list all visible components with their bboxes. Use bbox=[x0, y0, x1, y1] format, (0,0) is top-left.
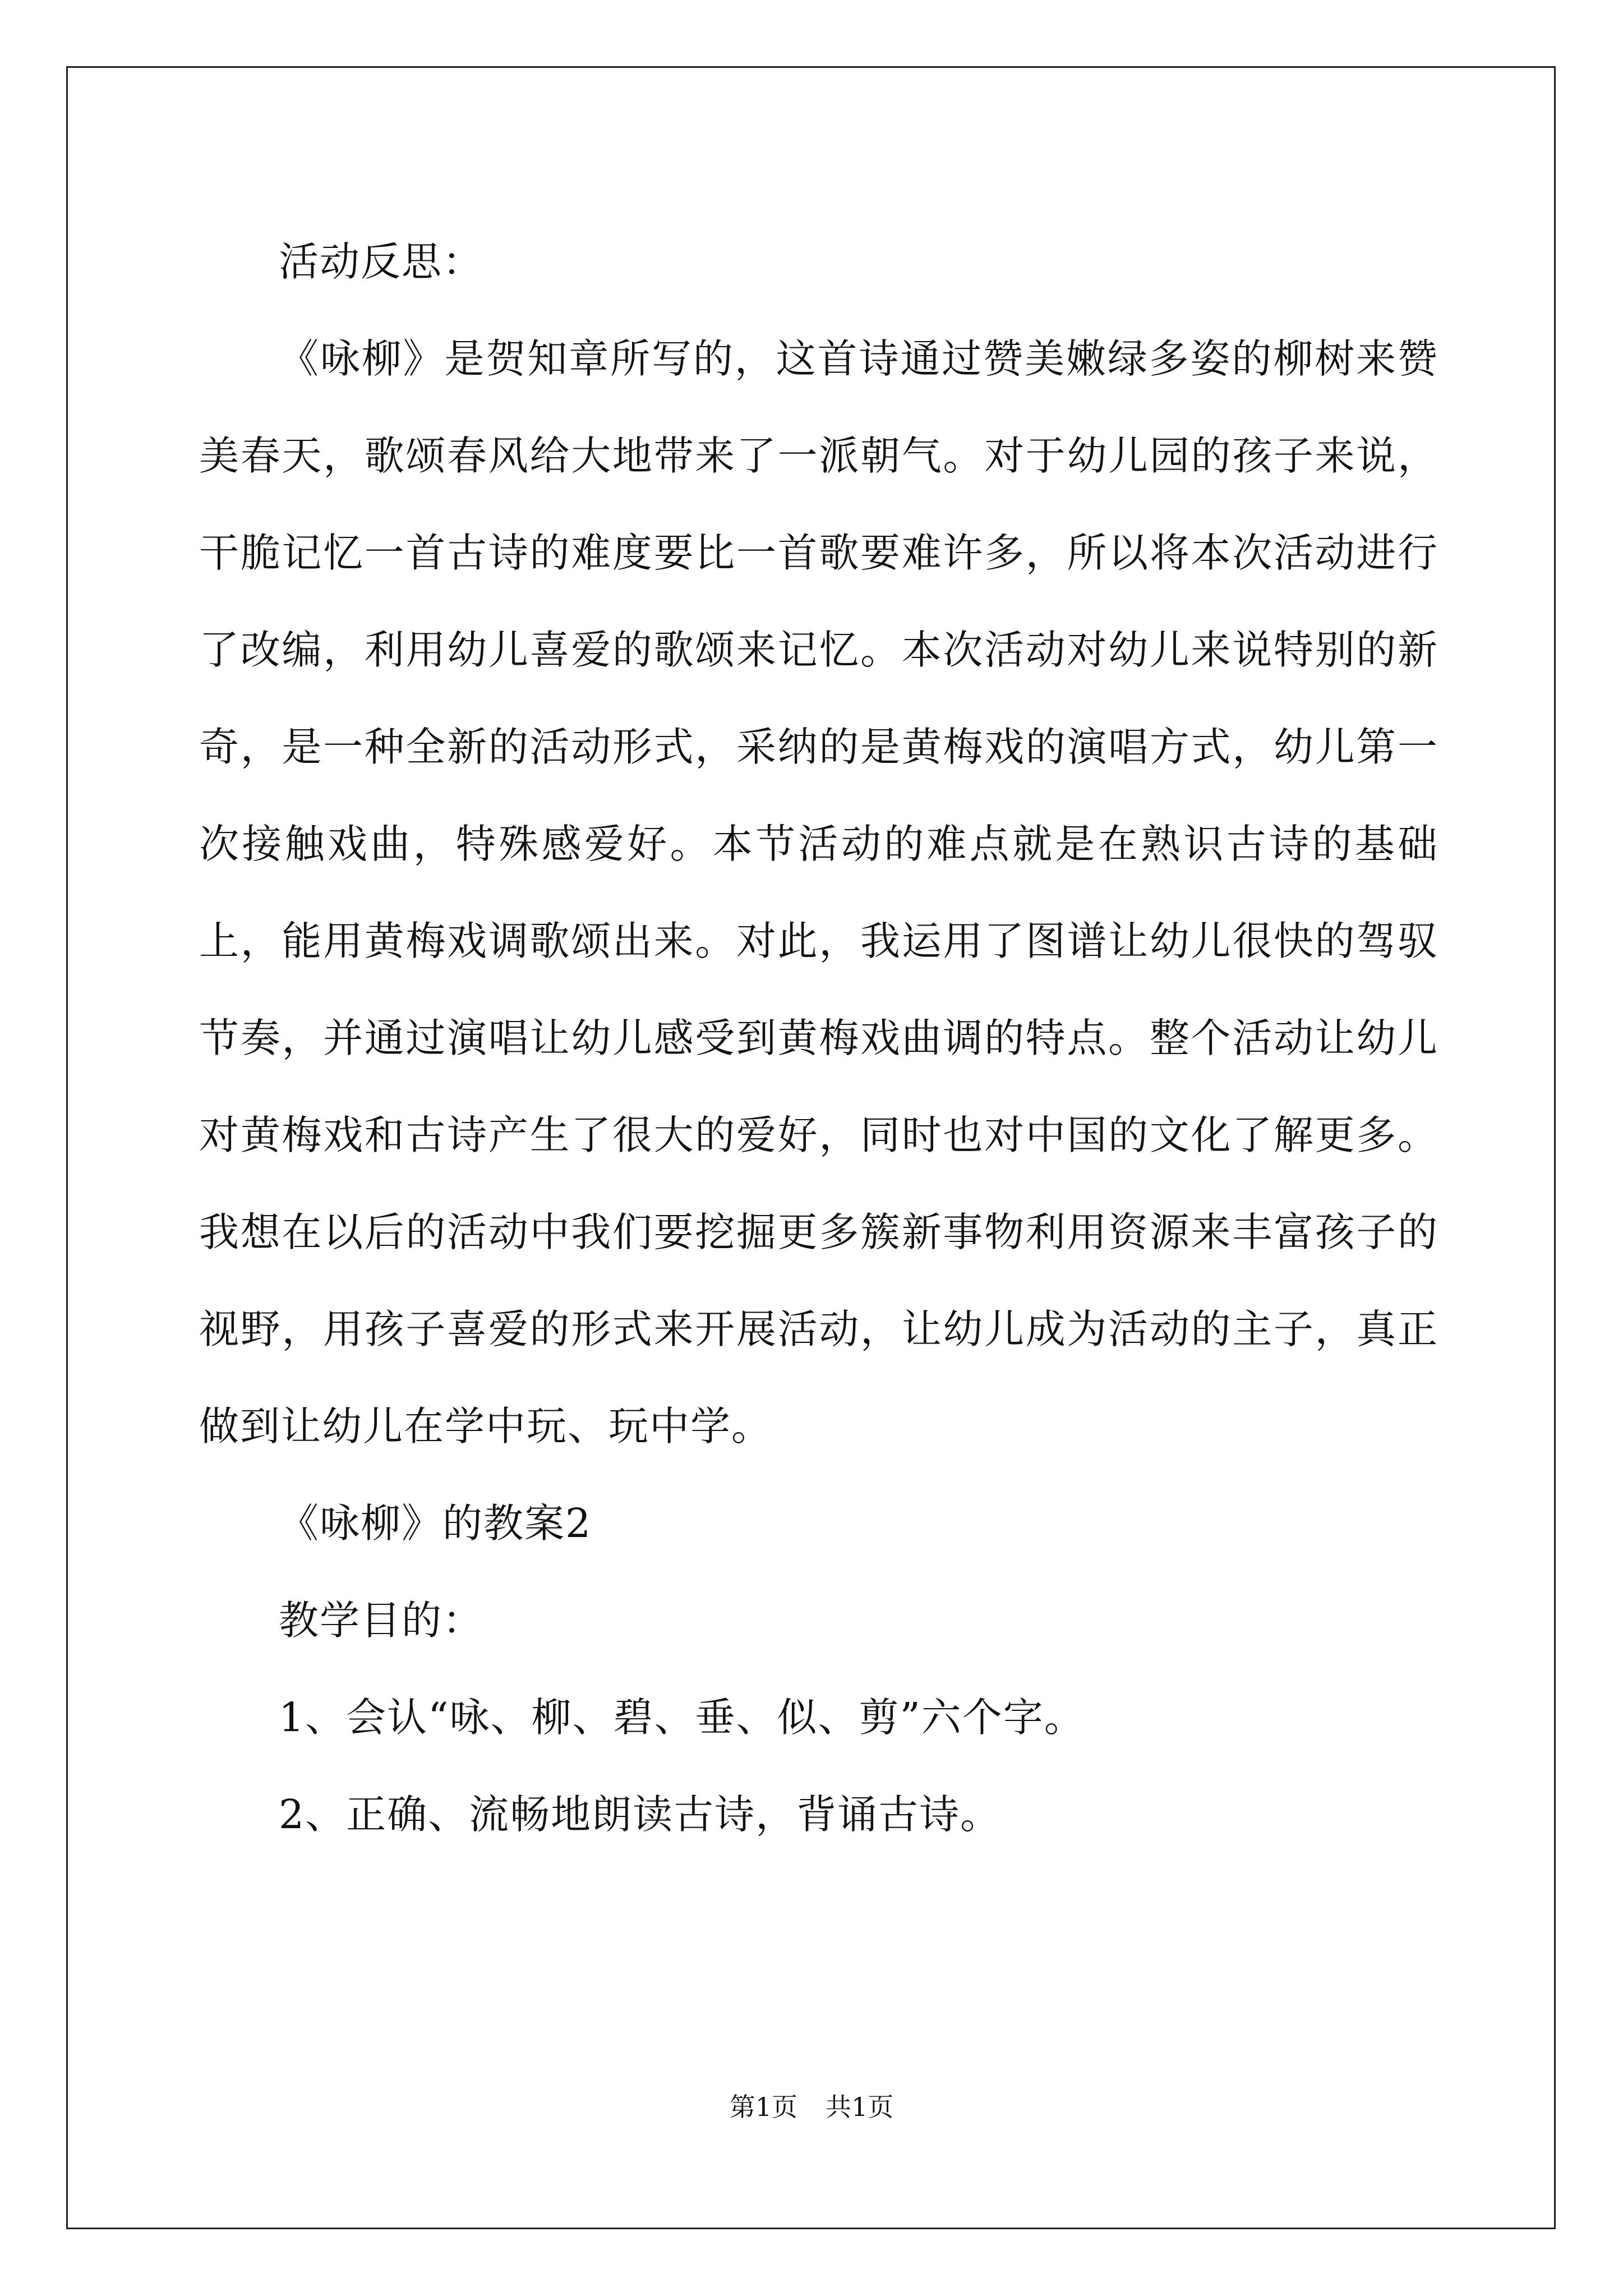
lesson-plan-title: 《咏柳》的教案2 bbox=[279, 1500, 592, 1547]
reflection-paragraph: 《咏柳》是贺知章所写的，这首诗通过赞美嫩绿多姿的柳树来赞美春天，歌颂春风给大地带来了一派朝气。对于幼儿园的孩子来说，干脆记忆一首古诗的难度要比一首歌要难许多，所以将本次活动进行了改编，利用幼儿喜爱的歌颂来记忆。本次活动对幼儿来说特别的新奇，是一种全新的活动形式，采纳的是黄梅戏的演唱方式，幼儿第一次接触戏曲，特殊感爱好。本节活动的难点就是在熟识古诗的基础上，能用黄梅戏调歌颂出来。对此，我运用了图谱让幼儿很快的驾驭节奏，并通过演唱让幼儿感受到黄梅戏曲调的特点。整个活动让幼儿对黄梅戏和古诗产生了很大的爱好，同时也对中国的文化了解更多。我想在以后的活动中我们要挖掘更多簇新事物利用资源来丰富孩子的视野，用孩子喜爱的形式来开展活动，让幼儿成为活动的主子，真正做到让幼儿在学中玩、玩中学。 bbox=[199, 335, 1438, 1450]
document-body bbox=[199, 213, 1438, 1863]
objective-item-2: 2、正确、流畅地朗读古诗，背诵古诗。 bbox=[279, 1791, 1002, 1838]
page-number-total: 共1页 bbox=[826, 2092, 894, 2122]
page-number-current: 第1页 bbox=[729, 2092, 797, 2122]
objective-item-1: 1、会认“咏、柳、碧、垂、似、剪”六个字。 bbox=[279, 1694, 1085, 1741]
section-heading-reflection: 活动反思： bbox=[279, 238, 484, 285]
page-footer bbox=[0, 2087, 1623, 2124]
section-heading-objectives: 教学目的： bbox=[279, 1597, 484, 1644]
